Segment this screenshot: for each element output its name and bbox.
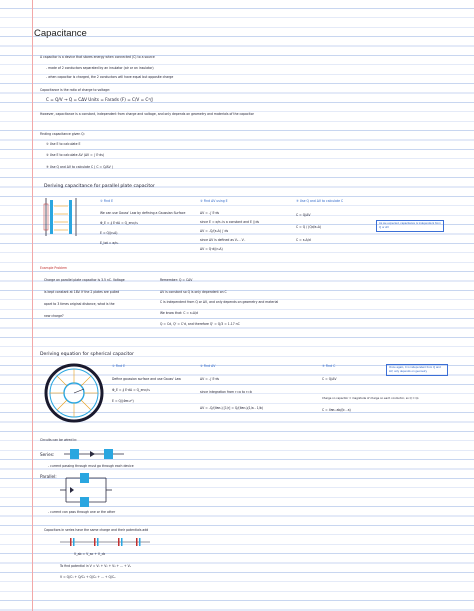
- example-left-line-2: is kept constant at 18V. If the 2 plates are pulled: [44, 290, 120, 294]
- intro-line-2: - made of 2 conductors separated by an insulator (air or an insulator): [46, 66, 154, 70]
- spherical-col1-line-2: Φ_E = ∮ E·dA = Q_enc/ε₀: [112, 388, 151, 392]
- spherical-col2-line-1: ΔV = -∫ E·ds: [200, 377, 220, 381]
- spherical-col3-line-3: C = 4πε₀ ab/(b - a): [322, 408, 351, 412]
- example-right-line-3: C is independent from Q or ΔV, and only depends on geometry and material: [160, 300, 279, 304]
- parallel-col1-line-4: E_tot = σ/ε₀: [100, 241, 119, 245]
- parallel-col2-title: ② Find ΔV using E: [200, 199, 228, 203]
- example-right-line-2: ΔV is constant so Q is only dependent on C: [160, 290, 227, 294]
- spherical-col2-title: ② Find ΔV: [200, 364, 216, 368]
- notebook-margin-line: [32, 0, 33, 611]
- parallel-col2-line-5: ΔV = Q·d/(ε₀A): [200, 247, 223, 251]
- example-right-line-5: Q = Cd, Q' = C'd, and therefore Q' = Q/3 = 1.17 nC: [160, 322, 240, 326]
- parallel-col2-line-2: since E = σ/ε₀ is a constant and E ∥ ds: [200, 220, 260, 224]
- parallel-note: - current can pass through one or the other: [48, 510, 116, 514]
- intro-line-3: - when capacitor is charged, the 2 conductors will have equal but opposite charge: [46, 75, 174, 79]
- parallel-col2-line-4: since ΔV is defined as V₊ - V₋: [200, 238, 246, 242]
- parallel-col3-line-3: C = ε₀A/d: [296, 238, 311, 242]
- spherical-col3-line-1: C = Q/ΔV: [322, 377, 337, 381]
- example-heading: Example Problem: [40, 266, 68, 270]
- parallel-col3-title: ③ Use Q and ΔV to calculate C: [296, 199, 344, 203]
- parallel-label: Parallel:: [40, 474, 57, 479]
- circuits-heading: Circuits can be wired in:: [40, 438, 78, 442]
- parallel-plate-heading: Deriving capacitance for parallel plate capacitor: [44, 184, 155, 189]
- spherical-col3-line-2: Charge on capacitor = magnitude of charge on each conductor, so Q = Q₀: [322, 397, 419, 400]
- series-note: - current passing through must go through each device: [48, 464, 134, 468]
- parallel-col1-line-1: We can use Gauss' Law by defining a Gaussian Surface: [100, 211, 186, 215]
- capacitance-equation: C = Q/V → Q = CΔV Units = Farads (F) = C/V = C²/J: [46, 97, 153, 102]
- parallel-col2-line-1: ΔV = -∫ E·ds: [200, 211, 220, 215]
- series-equation-2: To find potential in V = V₁ + V₂ + V₃ + ... + Vₙ: [60, 564, 131, 568]
- spherical-col2-line-2: since integration from r=a to r=b: [200, 390, 252, 394]
- page-title: Capacitance: [34, 28, 87, 39]
- parallel-col3-line-1: C = Q/ΔV: [296, 213, 311, 217]
- example-left-line-3: apart to 3 times original distance, what is the: [44, 302, 115, 306]
- example-left-line-4: new charge?: [44, 314, 64, 318]
- parallel-col2-line-3: ΔV = -Q/(ε₀A) ∫ ds: [200, 229, 229, 233]
- parallel-col1-title: ① Find E: [100, 199, 114, 203]
- spherical-col1-title: ① Find E: [112, 364, 126, 368]
- spherical-capacitor-diagram: [44, 363, 104, 423]
- series-capacitors-diagram: [60, 536, 150, 548]
- finding-heading: Finding capacitance given Q:: [40, 132, 85, 136]
- series-capacitors-heading: Capacitors in series have the same charge and their potentials add: [44, 528, 149, 532]
- parallel-circuit-diagram: [60, 473, 112, 507]
- parallel-plate-diagram: [42, 198, 82, 238]
- intro-line-5: However, capacitance is a constant, independent from charge and voltage, and only depends on geometry and materials of the capacitor: [40, 112, 254, 116]
- finding-step-3: ③ Use Q and ΔV to calculate C ( C = Q/ΔV ): [46, 165, 113, 169]
- spherical-col1-line-1: Define gaussian surface and use Gauss' Law: [112, 377, 181, 381]
- series-equation-3: V = Q/C₁ + Q/C₂ + Q/C₃ + ... + Q/Cₙ: [60, 575, 116, 579]
- example-right-line-1: Remember: Q = CΔV: [160, 278, 193, 282]
- series-label: Series:: [40, 452, 55, 457]
- intro-line-1: A capacitor is a device that stores energy when connected (C) to a source: [40, 55, 155, 59]
- parallel-col1-line-3: E = Q/(ε₀A): [100, 231, 118, 235]
- spherical-note-box: Once again, C is independent from Q and ΔV, only depends on geometry: [386, 364, 448, 376]
- example-right-line-4: We know that: C = ε₀A/d: [160, 311, 198, 315]
- example-left-line-1: Charge on parallel plate capacitor is 3.5 nC. Voltage: [44, 278, 125, 282]
- parallel-col3-line-2: C = Q / (Qd/ε₀A): [296, 225, 322, 229]
- series-circuit-diagram: [64, 448, 124, 460]
- parallel-note-box: As we expected, capacitance is independent from Q or ΔV: [376, 220, 444, 232]
- spherical-col2-line-3: ΔV = -Q/(4πε₀) [1/r] = Q/(4πε₀)(1/a - 1/b): [200, 406, 263, 410]
- spherical-heading: Deriving equation for spherical capacitor: [40, 352, 134, 357]
- finding-step-1: ① Use E to calculate E: [46, 142, 81, 146]
- series-equation-1: V_ab = V_ac + V_cb: [74, 552, 106, 556]
- finding-step-2: ② Use E to calculate ΔV (ΔV = ∫ E·ds): [46, 153, 105, 157]
- spherical-col1-line-3: E = Q/(4πε₀r²): [112, 399, 134, 403]
- spherical-col3-title: ③ Find C: [322, 364, 336, 368]
- parallel-col1-line-2: Φ_E = ∮ E·dA = Q_enc/ε₀: [100, 221, 139, 225]
- intro-line-4: Capacitance is the ratio of charge to voltage:: [40, 88, 111, 92]
